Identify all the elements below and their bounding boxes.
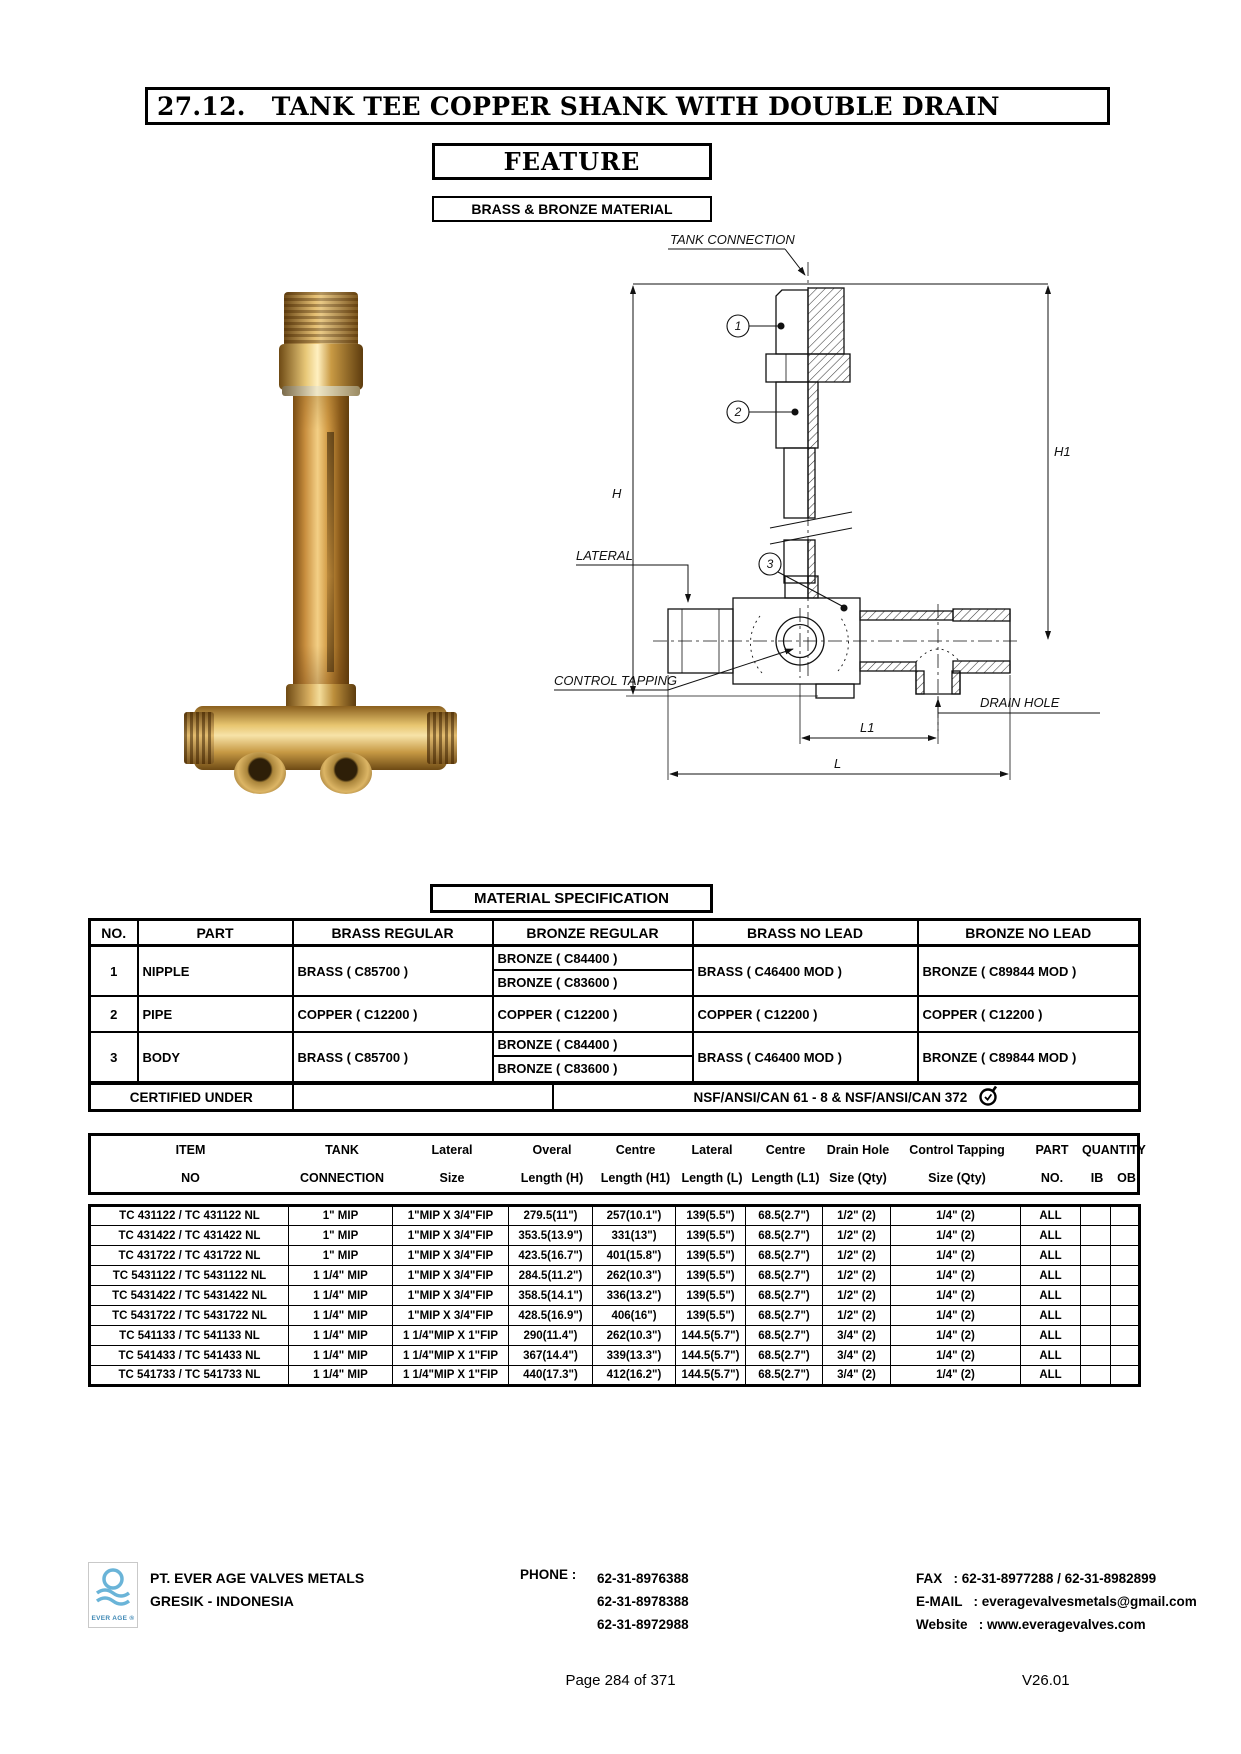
size-cell: 262(10.3") — [593, 1326, 676, 1346]
size-cell: 1"MIP X 3/4"FIP — [393, 1206, 509, 1226]
hdr-length-l: Length (L) — [681, 1171, 743, 1185]
size-cell: 257(10.1") — [593, 1206, 676, 1226]
product-photo — [178, 282, 463, 787]
col-bronze-no-lead: BRONZE NO LEAD — [918, 920, 1140, 946]
size-cell: 1 1/4" MIP — [289, 1266, 393, 1286]
size-cell — [1081, 1346, 1111, 1366]
section-number: 27.12. — [157, 91, 246, 121]
title-text: TANK TEE COPPER SHANK WITH DOUBLE DRAIN — [271, 91, 1000, 121]
size-cell — [1081, 1246, 1111, 1266]
photo-copper-pipe — [293, 394, 349, 690]
hdr-drain-size-qty: Size (Qty) — [829, 1171, 887, 1185]
version-number: V26.01 — [1022, 1672, 1070, 1689]
size-cell: 440(17.3") — [509, 1366, 593, 1386]
col-brass-regular: BRASS REGULAR — [293, 920, 493, 946]
size-cell: 1 1/4" MIP — [289, 1326, 393, 1346]
size-cell: 406(16") — [593, 1306, 676, 1326]
size-table — [88, 1204, 1141, 1387]
size-cell: ALL — [1021, 1346, 1081, 1366]
size-cell: 1/4" (2) — [891, 1346, 1021, 1366]
size-cell: 68.5(2.7") — [746, 1266, 823, 1286]
material-row-body: 3 BODY BRASS ( C85700 ) BRONZE ( C84400 ) BRONZE ( C83600 ) BRASS ( C46400 MOD ) BRONZE ( C89844 MOD ) — [90, 1032, 1140, 1083]
company-info — [150, 1567, 364, 1613]
size-cell: 1 1/4"MIP X 1"FIP — [393, 1346, 509, 1366]
hdr-lateral-size: Lateral — [431, 1143, 473, 1157]
photo-threaded-nipple — [284, 292, 358, 348]
size-cell: 139(5.5") — [676, 1266, 746, 1286]
size-cell: 139(5.5") — [676, 1206, 746, 1226]
size-cell: TC 541133 / TC 541133 NL — [90, 1326, 289, 1346]
website-line: Website : www.everagevalves.com — [916, 1617, 1146, 1632]
photo-hex-nut — [279, 344, 363, 390]
balloon-1-number: 1 — [734, 319, 742, 333]
size-cell: 1/4" (2) — [891, 1286, 1021, 1306]
size-cell: 1/4" (2) — [891, 1366, 1021, 1386]
hdr-item: ITEM — [175, 1143, 206, 1157]
material-spec-table — [88, 918, 1141, 1084]
hdr-lateral-l: Lateral — [691, 1143, 733, 1157]
size-table-row — [90, 1266, 1140, 1286]
technical-drawing — [548, 226, 1118, 806]
photo-right-thread — [427, 712, 457, 764]
size-cell: 1 1/4" MIP — [289, 1286, 393, 1306]
size-cell: 331(13") — [593, 1226, 676, 1246]
hdr-part-no: NO. — [1040, 1171, 1064, 1185]
email-line: E-MAIL : everagevalvesmetals@gmail.com — [916, 1594, 1197, 1609]
drawing-svg — [548, 226, 1118, 806]
size-table-row — [90, 1286, 1140, 1306]
size-cell: 139(5.5") — [676, 1306, 746, 1326]
page-number: Page 284 of 371 — [565, 1672, 676, 1689]
material-row-pipe: 2 PIPE COPPER ( C12200 ) COPPER ( C12200 ) COPPER ( C12200 ) COPPER ( C12200 ) — [90, 996, 1140, 1032]
size-cell: 68.5(2.7") — [746, 1346, 823, 1366]
company-city: GRESIK - INDONESIA — [150, 1593, 294, 1609]
size-cell: ALL — [1021, 1326, 1081, 1346]
size-cell: TC 541433 / TC 541433 NL — [90, 1346, 289, 1366]
hdr-centre-l1: Centre — [765, 1143, 806, 1157]
logo-graphic — [93, 1566, 133, 1610]
size-table-body — [90, 1206, 1140, 1386]
size-table-row — [90, 1366, 1140, 1386]
size-cell: TC 5431422 / TC 5431422 NL — [90, 1286, 289, 1306]
hdr-no: NO — [181, 1171, 200, 1185]
size-cell: ALL — [1021, 1246, 1081, 1266]
size-cell: TC 541733 / TC 541733 NL — [90, 1366, 289, 1386]
size-cell: ALL — [1021, 1226, 1081, 1246]
size-cell: 290(11.4") — [509, 1326, 593, 1346]
size-cell — [1081, 1226, 1111, 1246]
size-cell — [1111, 1266, 1140, 1286]
size-cell: 139(5.5") — [676, 1226, 746, 1246]
label-h: H — [612, 486, 622, 501]
hdr-connection: CONNECTION — [299, 1171, 385, 1185]
photo-pipe-marking — [327, 432, 334, 672]
size-cell — [1111, 1246, 1140, 1266]
label-lateral: LATERAL — [576, 548, 633, 563]
size-cell: ALL — [1021, 1266, 1081, 1286]
size-cell: 144.5(5.7") — [676, 1346, 746, 1366]
size-cell: 1 1/4" MIP — [289, 1366, 393, 1386]
certified-label: CERTIFIED UNDER — [90, 1084, 293, 1111]
size-cell: 1/4" (2) — [891, 1226, 1021, 1246]
label-control-tapping: CONTROL TAPPING — [554, 673, 678, 688]
hdr-drain-hole: Drain Hole — [826, 1143, 890, 1157]
size-cell: 139(5.5") — [676, 1286, 746, 1306]
size-cell: 1/2" (2) — [823, 1226, 891, 1246]
hdr-control-tapping: Control Tapping — [909, 1143, 1005, 1157]
material-banner: BRASS & BRONZE MATERIAL — [432, 196, 712, 222]
photo-drain-port-1 — [234, 752, 286, 794]
size-cell: 1" MIP — [289, 1206, 393, 1226]
certified-value-cell — [553, 1084, 1140, 1111]
size-cell: 1" MIP — [289, 1226, 393, 1246]
size-cell — [1111, 1306, 1140, 1326]
size-cell: 68.5(2.7") — [746, 1326, 823, 1346]
size-cell: 3/4" (2) — [823, 1346, 891, 1366]
size-cell: TC 431122 / TC 431122 NL — [90, 1206, 289, 1226]
size-cell: 1/2" (2) — [823, 1306, 891, 1326]
phone-1: 62-31-8976388 — [597, 1571, 689, 1586]
company-logo — [88, 1562, 138, 1628]
label-h1: H1 — [1054, 444, 1071, 459]
size-table-row — [90, 1306, 1140, 1326]
size-cell: 336(13.2") — [593, 1286, 676, 1306]
logo-text: EVER AGE ® — [91, 1615, 135, 1622]
size-cell: 262(10.3") — [593, 1266, 676, 1286]
size-cell: ALL — [1021, 1306, 1081, 1326]
size-cell: 1/4" (2) — [891, 1246, 1021, 1266]
size-cell: 1 1/4"MIP X 1"FIP — [393, 1326, 509, 1346]
size-cell: 1"MIP X 3/4"FIP — [393, 1246, 509, 1266]
size-cell: 3/4" (2) — [823, 1326, 891, 1346]
size-cell: 358.5(14.1") — [509, 1286, 593, 1306]
size-cell: TC 431722 / TC 431722 NL — [90, 1246, 289, 1266]
size-cell: 68.5(2.7") — [746, 1206, 823, 1226]
material-header-row — [90, 920, 1140, 946]
label-tank-connection: TANK CONNECTION — [670, 232, 795, 247]
feature-banner: FEATURE — [432, 143, 712, 180]
label-l: L — [834, 756, 842, 771]
size-cell — [1111, 1286, 1140, 1306]
size-cell: TC 5431122 / TC 5431122 NL — [90, 1266, 289, 1286]
size-cell: 1/2" (2) — [823, 1266, 891, 1286]
size-cell: 1/4" (2) — [891, 1266, 1021, 1286]
size-cell — [1081, 1266, 1111, 1286]
hdr-length-l1: Length (L1) — [751, 1171, 820, 1185]
size-cell: 1 1/4" MIP — [289, 1346, 393, 1366]
size-cell: 284.5(11.2") — [509, 1266, 593, 1286]
size-cell: 1/2" (2) — [823, 1246, 891, 1266]
size-cell: 139(5.5") — [676, 1246, 746, 1266]
size-cell: 1"MIP X 3/4"FIP — [393, 1226, 509, 1246]
size-cell: ALL — [1021, 1366, 1081, 1386]
size-cell — [1081, 1326, 1111, 1346]
size-cell: 68.5(2.7") — [746, 1366, 823, 1386]
size-cell: TC 5431722 / TC 5431722 NL — [90, 1306, 289, 1326]
size-cell — [1111, 1326, 1140, 1346]
size-cell — [1111, 1206, 1140, 1226]
size-cell: 428.5(16.9") — [509, 1306, 593, 1326]
size-cell — [1081, 1286, 1111, 1306]
nipple-and-pipe — [766, 288, 852, 583]
balloon-2-number: 2 — [734, 405, 742, 419]
photo-drain-port-2 — [320, 752, 372, 794]
size-table-row — [90, 1206, 1140, 1226]
size-table-header — [88, 1133, 1146, 1195]
size-cell: 1" MIP — [289, 1246, 393, 1266]
size-cell: 68.5(2.7") — [746, 1306, 823, 1326]
hdr-overal: Overal — [532, 1143, 572, 1157]
phone-3: 62-31-8972988 — [597, 1617, 689, 1632]
label-l1: L1 — [860, 720, 875, 735]
hdr-centre-h1: Centre — [615, 1143, 656, 1157]
tee-body — [668, 576, 1010, 698]
col-bronze-regular: BRONZE REGULAR — [493, 920, 693, 946]
hdr-length-h1: Length (H1) — [600, 1171, 671, 1185]
size-table-row — [90, 1346, 1140, 1366]
size-cell: 279.5(11") — [509, 1206, 593, 1226]
photo-tee-body — [194, 706, 447, 770]
certification-mark-icon — [979, 1085, 998, 1109]
phone-2: 62-31-8978388 — [597, 1594, 689, 1609]
material-row-nipple: 1 NIPPLE BRASS ( C85700 ) BRONZE ( C84400 ) BRONZE ( C83600 ) BRASS ( C46400 MOD ) BRONZE ( C89844 MOD ) — [90, 946, 1140, 997]
size-cell: 1/2" (2) — [823, 1206, 891, 1226]
size-cell: 1 1/4"MIP X 1"FIP — [393, 1366, 509, 1386]
hdr-ob: OB — [1117, 1171, 1136, 1185]
size-cell: 1/4" (2) — [891, 1206, 1021, 1226]
size-cell: 1/4" (2) — [891, 1306, 1021, 1326]
size-cell: 144.5(5.7") — [676, 1366, 746, 1386]
size-cell: 3/4" (2) — [823, 1366, 891, 1386]
hdr-quantity: QUANTITY — [1082, 1143, 1146, 1157]
photo-left-thread — [184, 712, 214, 764]
size-cell: ALL — [1021, 1286, 1081, 1306]
size-cell: 339(13.3") — [593, 1346, 676, 1366]
size-cell: 353.5(13.9") — [509, 1226, 593, 1246]
size-cell: 1"MIP X 3/4"FIP — [393, 1266, 509, 1286]
phone-label: PHONE : — [520, 1567, 577, 1582]
contact-info — [916, 1567, 1197, 1636]
size-cell — [1081, 1306, 1111, 1326]
material-spec-banner: MATERIAL SPECIFICATION — [430, 884, 713, 913]
size-table-row — [90, 1326, 1140, 1346]
hdr-tank: TANK — [325, 1143, 359, 1157]
hdr-tapping-size-qty: Size (Qty) — [928, 1171, 986, 1185]
size-cell: 1"MIP X 3/4"FIP — [393, 1306, 509, 1326]
balloon-3-number: 3 — [766, 557, 774, 571]
certified-value: NSF/ANSI/CAN 61 - 8 & NSF/ANSI/CAN 372 — [693, 1090, 968, 1105]
photo-collar-ring — [282, 386, 360, 396]
size-cell: 1"MIP X 3/4"FIP — [393, 1286, 509, 1306]
hdr-part: PART — [1035, 1143, 1069, 1157]
col-part: PART — [138, 920, 293, 946]
size-cell: 1 1/4" MIP — [289, 1306, 393, 1326]
certified-table — [88, 1082, 1141, 1112]
hdr-ib: IB — [1090, 1171, 1104, 1185]
col-brass-no-lead: BRASS NO LEAD — [693, 920, 918, 946]
size-cell: 412(16.2") — [593, 1366, 676, 1386]
size-cell — [1111, 1346, 1140, 1366]
hdr-length-h: Length (H) — [520, 1171, 584, 1185]
size-cell: 68.5(2.7") — [746, 1286, 823, 1306]
size-cell: 1/4" (2) — [891, 1326, 1021, 1346]
size-cell — [1081, 1366, 1111, 1386]
label-drain-hole: DRAIN HOLE — [980, 695, 1060, 710]
size-cell: 1/2" (2) — [823, 1286, 891, 1306]
fax-line: FAX : 62-31-8977288 / 62-31-8982899 — [916, 1571, 1157, 1586]
col-no: NO. — [90, 920, 138, 946]
size-cell: TC 431422 / TC 431422 NL — [90, 1226, 289, 1246]
certified-empty-cell — [293, 1084, 553, 1111]
size-cell: 423.5(16.7") — [509, 1246, 593, 1266]
size-cell: 144.5(5.7") — [676, 1326, 746, 1346]
size-table-row — [90, 1246, 1140, 1266]
company-name: PT. EVER AGE VALVES METALS — [150, 1570, 365, 1586]
size-table-row — [90, 1226, 1140, 1246]
size-cell — [1081, 1206, 1111, 1226]
size-cell: 68.5(2.7") — [746, 1246, 823, 1266]
size-cell: 367(14.4") — [509, 1346, 593, 1366]
size-cell: 68.5(2.7") — [746, 1226, 823, 1246]
hdr-size: Size — [439, 1171, 465, 1185]
size-cell — [1111, 1226, 1140, 1246]
phone-numbers — [597, 1567, 689, 1636]
size-cell — [1111, 1366, 1140, 1386]
page-title — [145, 87, 1110, 125]
size-cell: 401(15.8") — [593, 1246, 676, 1266]
size-cell: ALL — [1021, 1206, 1081, 1226]
